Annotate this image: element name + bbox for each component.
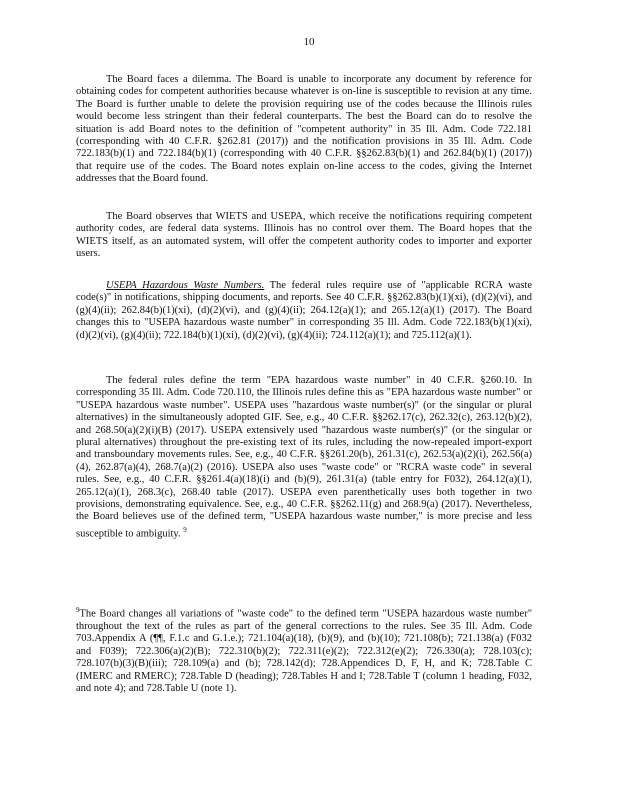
page-number: 10 [303, 36, 315, 48]
footnote-text: The Board changes all variations of "waste code" to the defined term "USEPA hazardous waste number" throughout the text of the rules as part of the general corrections to the rules. See 35 Ill. Adm. Code 703.Appendix A (¶¶, F.1.c and G.1.e.); 721.104(a)(18), (b)(9), and (b)(10); 721.108(b); 721.138(a) (F032 and F039); 722.306(a)(2)(B); 722.310(b)(2); 722.311(e)(2); 722.312(e)(2); 726.330(a); 728.103(c); 728.107(b)(3)(B)(iii); 728.109(a) and (b); 728.142(d); 728.Appendices D, F, H, and K; 728.Table C (IMERC and RMERC); 728.Table D (heading); 728.Tables H and I; 728.Table T (column 1 heading, F032, and note 4); and 728.Table U (note 1). [76, 608, 532, 694]
paragraph-hazardous-waste-numbers [76, 280, 532, 342]
paragraph-dilemma: The Board faces a dilemma. The Board is unable to incorporate any document by reference for obtaining codes for competent authorities because whatever is on-line is susceptible to revision at any time. The Board is further unable to delete the provision requiring use of the codes because the Illinois rules would become less stringent than their federal counterparts. The best the Board can do to resolve the situation is add Board notes to the definition of "competent authority" in 35 Ill. Adm. Code 722.181 (corresponding with 40 C.F.R. §262.81 (2017)) and the notification provisions in 35 Ill. Adm. Code 722.183(b)(1) and 722.184(b)(1) (corresponding with 40 C.F.R. §§262.83(b)(1) and 262.84(b)(1) (2017)) that require use of the codes. The Board notes explain on-line access to the codes, giving the Internet addresses that the Board found. [76, 74, 532, 185]
section-heading: USEPA Hazardous Waste Numbers. [106, 280, 265, 291]
footnote [76, 604, 532, 695]
paragraph-term-definition [76, 375, 532, 541]
paragraph-wiets: The Board observes that WIETS and USEPA, which receive the notifications requiring competent authority codes, are federal data systems. Illinois has no control over them. The Board hopes that the WIETS itself, as an automated system, will offer the competent authority codes to importer and exporter users. [76, 211, 532, 260]
footnote-marker: 9 [76, 606, 80, 614]
paragraph-body: The federal rules require use of "applicable RCRA waste code(s)" in notifications, shipping documents, and reports. See 40 C.F.R. §§262.83(b)(1)(xi), (d)(2)(vi), and (g)(4)(ii); 262.84(b)(1)(xi), (d)(2)(vi), and (g)(4)(ii); 264.12(a)(1); and 265.12(a)(1) (2017). The Board changes this to "USEPA hazardous waste number" in corresponding 35 Ill. Adm. Code 722.183(b)(1)(xi), (d)(2)(vi), (g)(4)(ii); 722.184(b)(1)(xi), (d)(2)(vi), (g)(4)(ii); 724.112(a)(1); and 725.112(a)(1). [76, 280, 532, 341]
footnote-reference: 9 [183, 525, 187, 534]
paragraph-body: The federal rules define the term "EPA hazardous waste number" in 40 C.F.R. §260.10. In corresponding 35 Ill. Adm. Code 720.110, the Illinois rules define this as "EPA hazardous waste number" or "USEPA hazardous waste number". USEPA uses "hazardous waste number(s)" (or the singular or plural alternatives) in the simultaneously adopted GIF. See, e.g., 40 C.F.R. §§262.17(c), 262.32(c), 263.12(b)(2), and 268.50(a)(2)(i)(B) (2017). USEPA extensively used "hazardous waste number(s)" (or the singular or plural alternatives) throughout the pre-existing text of its rules, including the now-repealed import-export and transboundary movements rules. See, e.g., 40 C.F.R. §§261.20(b), 261.31(c), 262.53(a)(2)(i), 262.56(a)(4), 262.87(a)(4), 268.7(a)(2) (2016). USEPA also uses "waste code" or "RCRA waste code" in several rules. See, e.g., 40 C.F.R. §§261.4(a)(18)(i) and (b)(9), 261.31(a) (table entry for F032), 264.12(a)(1), 265.12(a)(1), 268.3(c), 268.40 table (2017). USEPA even parenthetically uses both together in two provisions, demonstrating equivalence. See, e.g., 40 C.F.R. §§262.11(g) and 268.9(a) (2017). Nevertheless, the Board believes use of the defined term, "USEPA hazardous waste number," is more precise and less susceptible to ambiguity. [76, 375, 532, 540]
